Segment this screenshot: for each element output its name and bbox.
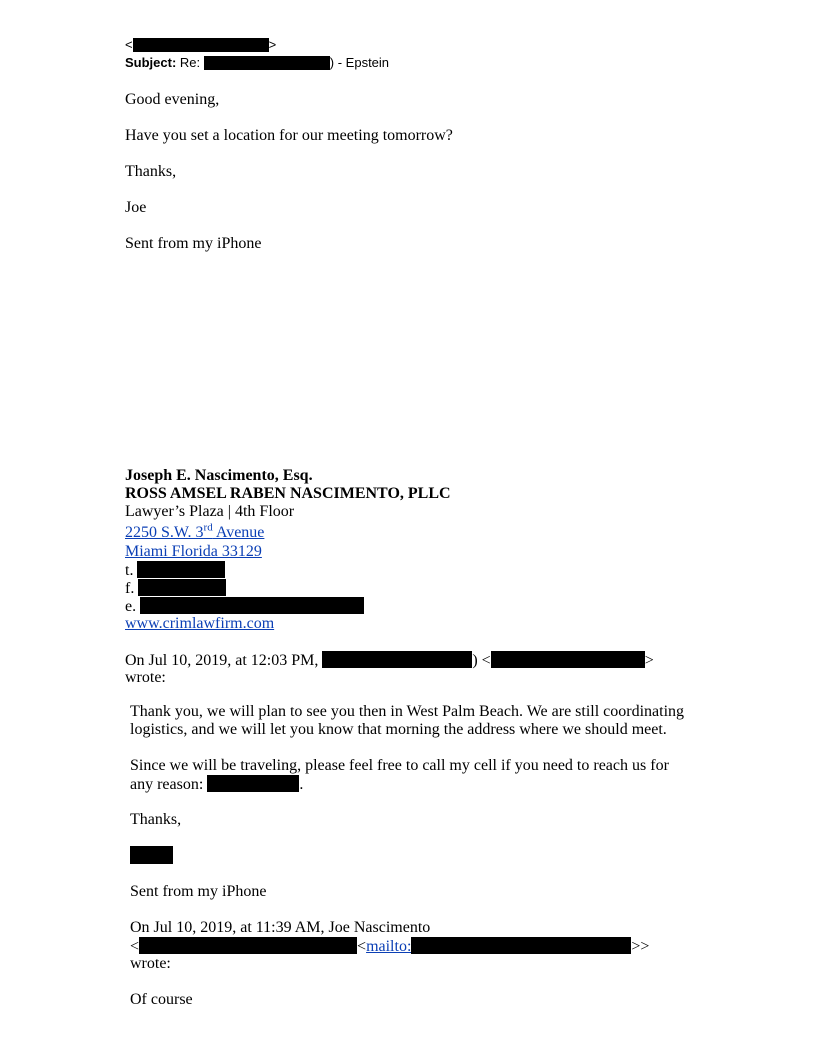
- quote1-para1-line2: logistics, and we will let you know that morning the address where we should meet.: [130, 721, 667, 738]
- redaction-box: [207, 775, 299, 792]
- reply-body: Have you set a location for our meeting tomorrow?: [125, 127, 453, 144]
- signature-firm: ROSS AMSEL RABEN NASCIMENTO, PLLC: [125, 485, 451, 502]
- angle-close: >: [268, 37, 277, 52]
- redaction-box: [139, 937, 357, 954]
- quote1-para2-line1: Since we will be traveling, please feel free to call my cell if you need to reach us for: [130, 757, 669, 774]
- quote1-period: .: [299, 776, 304, 793]
- angle-open: <: [125, 37, 133, 52]
- redaction-box: [130, 846, 173, 864]
- quote1-para1-line1: Thank you, we will plan to see you then in West Palm Beach. We are still coordinating: [130, 703, 685, 720]
- quote1-date: On Jul 10, 2019, at 12:03 PM,: [125, 652, 319, 669]
- redaction-box: [133, 38, 269, 52]
- redaction-box: [204, 56, 330, 70]
- signature-phone: [125, 561, 225, 580]
- signature-website[interactable]: [125, 615, 274, 633]
- quote1-sender-sep: ) <: [472, 652, 491, 669]
- signature-name: Joseph E. Nascimento, Esq.: [125, 467, 313, 484]
- address-street-suffix: Avenue: [212, 524, 265, 541]
- fax-label: f.: [125, 580, 135, 597]
- quote1-para2-line2: [130, 775, 303, 794]
- subject-prefix: Re:: [179, 55, 201, 70]
- signature-office: Lawyer’s Plaza | 4th Floor: [125, 503, 295, 520]
- angle-open: <: [357, 938, 367, 955]
- quote1-sender-close: >: [644, 652, 654, 669]
- redaction-box: [137, 561, 225, 578]
- redaction-box: [491, 651, 645, 668]
- signature-address-street[interactable]: [125, 521, 265, 542]
- address-street-superscript: rd: [203, 521, 213, 534]
- phone-label: t.: [125, 562, 134, 579]
- subject-line: [125, 55, 389, 71]
- redaction-box: [138, 579, 226, 596]
- from-line: [125, 37, 276, 53]
- reply-sent-from: Sent from my iPhone: [125, 235, 262, 252]
- quote2-header-line3: wrote:: [130, 955, 171, 972]
- quote2-body: Of course: [130, 991, 193, 1008]
- subject-suffix: ) - Epstein: [329, 55, 390, 70]
- mailto-link[interactable]: [366, 938, 631, 955]
- angle-close: >>: [631, 938, 650, 955]
- quote1-header-line2: wrote:: [125, 669, 166, 686]
- quote1-sent-from: Sent from my iPhone: [130, 883, 267, 900]
- reply-thanks: Thanks,: [125, 163, 177, 180]
- signature-email: [125, 597, 364, 616]
- reply-name: Joe: [125, 199, 147, 216]
- address-street-text: 2250 S.W. 3: [125, 524, 204, 541]
- quote1-thanks: Thanks,: [130, 811, 182, 828]
- subject-label: Subject:: [125, 55, 177, 70]
- redaction-box: [140, 597, 364, 614]
- signature-fax: [125, 579, 226, 598]
- quote1-reason-text: any reason:: [130, 776, 204, 793]
- mailto-text: mailto:: [366, 938, 412, 955]
- quote1-signer: [130, 846, 173, 866]
- redaction-box: [411, 937, 631, 954]
- quote2-header-line1: On Jul 10, 2019, at 11:39 AM, Joe Nascimento: [130, 919, 431, 936]
- signature-address-city[interactable]: [125, 543, 262, 561]
- address-link[interactable]: [125, 521, 265, 541]
- email-label: e.: [125, 598, 137, 615]
- address-city-link[interactable]: Miami Florida 33129: [125, 543, 262, 560]
- quote1-header-line1: [125, 651, 654, 670]
- angle-open: <: [130, 938, 140, 955]
- website-link[interactable]: www.crimlawfirm.com: [125, 615, 275, 632]
- redaction-box: [322, 651, 472, 668]
- reply-greeting: Good evening,: [125, 91, 220, 108]
- quote2-header-line2: [130, 937, 649, 956]
